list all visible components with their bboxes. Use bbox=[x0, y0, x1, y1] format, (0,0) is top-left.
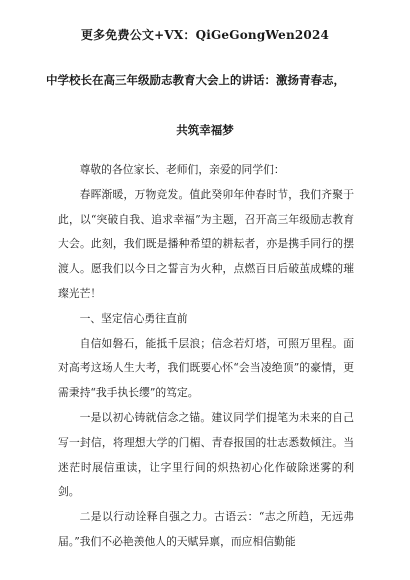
document-title-line-2: 共筑幸福梦 bbox=[176, 123, 234, 137]
section-heading: 一、坚定信心勇往直前 bbox=[79, 311, 188, 325]
body-paragraph: 自信如磐石，能抵千层浪；信念若灯塔，可照万里程。面对高考这场人生大考，我们既要心怀“会当凌绝顶”的豪情，更需秉持“我手执长缨”的笃定。 bbox=[58, 336, 354, 400]
document-body bbox=[58, 158, 354, 555]
document-title-line-1: 中学校长在高三年级励志教育大会上的讲话：激扬青春志， bbox=[46, 73, 345, 87]
document-header: 更多免费公文+VX：QiGeGongWen2024 bbox=[80, 28, 330, 42]
body-paragraph: 一是以初心铸就信念之锚。建议同学们提笔为未来的自己写一封信，将理想大学的门楣、青春报国的壮志悉数倾注。当迷茫时展信重读，让字里行间的炽热初心化作破除迷雾的利剑。 bbox=[58, 410, 354, 499]
body-paragraph: 二是以行动诠释自强之力。古语云：“志之所趋，无远弗届。”我们不必艳羡他人的天赋异禀，而应相信勤能 bbox=[58, 510, 354, 548]
salutation: 尊敬的各位家长、老师们，亲爱的同学们： bbox=[79, 163, 285, 176]
body-paragraph: 春晖渐暖，万物竞发。值此癸卯年仲春时节，我们齐聚于此，以“突破自我、追求幸福”为主题，召开高三年级励志教育大会。此刻，我们既是播种希望的耕耘者，亦是携手同行的摆渡人。愿我们以今日之誓言为火种，点燃百日后破茧成蝶的璀璨光芒！ bbox=[58, 187, 354, 300]
